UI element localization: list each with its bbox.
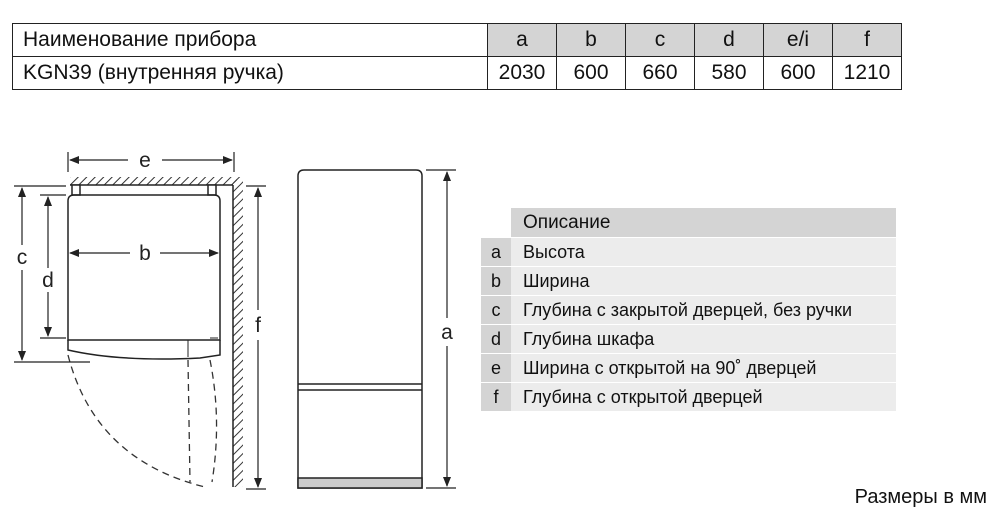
- legend-header: [481, 208, 896, 237]
- appliance-top-view: [68, 185, 220, 359]
- legend-row: [481, 266, 896, 295]
- legend-letter: d: [481, 324, 511, 353]
- header-c: c: [626, 24, 695, 57]
- spec-table: [12, 23, 902, 90]
- value-f: 1210: [833, 57, 902, 90]
- legend-row: [481, 353, 896, 382]
- header-ei: e/i: [764, 24, 833, 57]
- model-code: KGN39: [23, 61, 92, 84]
- legend-letter: e: [481, 353, 511, 382]
- legend-description: Глубина с открытой дверцей: [511, 382, 896, 411]
- legend-description: Ширина с открытой на 90˚ дверцей: [511, 353, 896, 382]
- dimension-f: [246, 186, 266, 489]
- legend-letter: c: [481, 295, 511, 324]
- legend-letter: a: [481, 237, 511, 266]
- spec-header-row: [13, 24, 902, 57]
- label-e: e: [139, 149, 151, 172]
- dimension-b: [70, 242, 218, 265]
- header-f: f: [833, 24, 902, 57]
- legend-description: Глубина шкафа: [511, 324, 896, 353]
- legend-letter: f: [481, 382, 511, 411]
- label-c: c: [16, 246, 28, 269]
- units-note: Размеры в мм: [854, 486, 987, 508]
- device-name-cell: [13, 57, 488, 90]
- door-swing-arcs: [68, 355, 217, 487]
- dimension-d: [40, 195, 66, 338]
- wall: [70, 177, 243, 487]
- value-a: 2030: [488, 57, 557, 90]
- header-b: b: [557, 24, 626, 57]
- legend-row: [481, 295, 896, 324]
- spec-data-row: [13, 57, 902, 90]
- legend-row: [481, 237, 896, 266]
- value-c: 660: [626, 57, 695, 90]
- front-body: [298, 170, 422, 488]
- label-f: f: [255, 314, 261, 337]
- label-d: d: [42, 269, 54, 292]
- value-ei: 600: [764, 57, 833, 90]
- header-d: d: [695, 24, 764, 57]
- legend-description: Ширина: [511, 266, 896, 295]
- legend-description: Высота: [511, 237, 896, 266]
- dimension-a: [426, 170, 456, 488]
- label-b: b: [139, 242, 151, 265]
- legend-description: Глубина с закрытой дверцей, без ручки: [511, 295, 896, 324]
- header-a: a: [488, 24, 557, 57]
- value-b: 600: [557, 57, 626, 90]
- legend-row: [481, 324, 896, 353]
- legend-row: [481, 382, 896, 411]
- model-suffix: (внутренняя ручка): [91, 61, 284, 84]
- header-device-name: Наименование прибора: [13, 24, 488, 57]
- legend-table: [481, 208, 896, 411]
- value-d: 580: [695, 57, 764, 90]
- legend-title: Описание: [511, 208, 896, 237]
- dimension-e: [68, 149, 234, 172]
- appliance-front-view: [290, 160, 465, 500]
- legend-letter: b: [481, 266, 511, 295]
- label-a: a: [441, 321, 453, 344]
